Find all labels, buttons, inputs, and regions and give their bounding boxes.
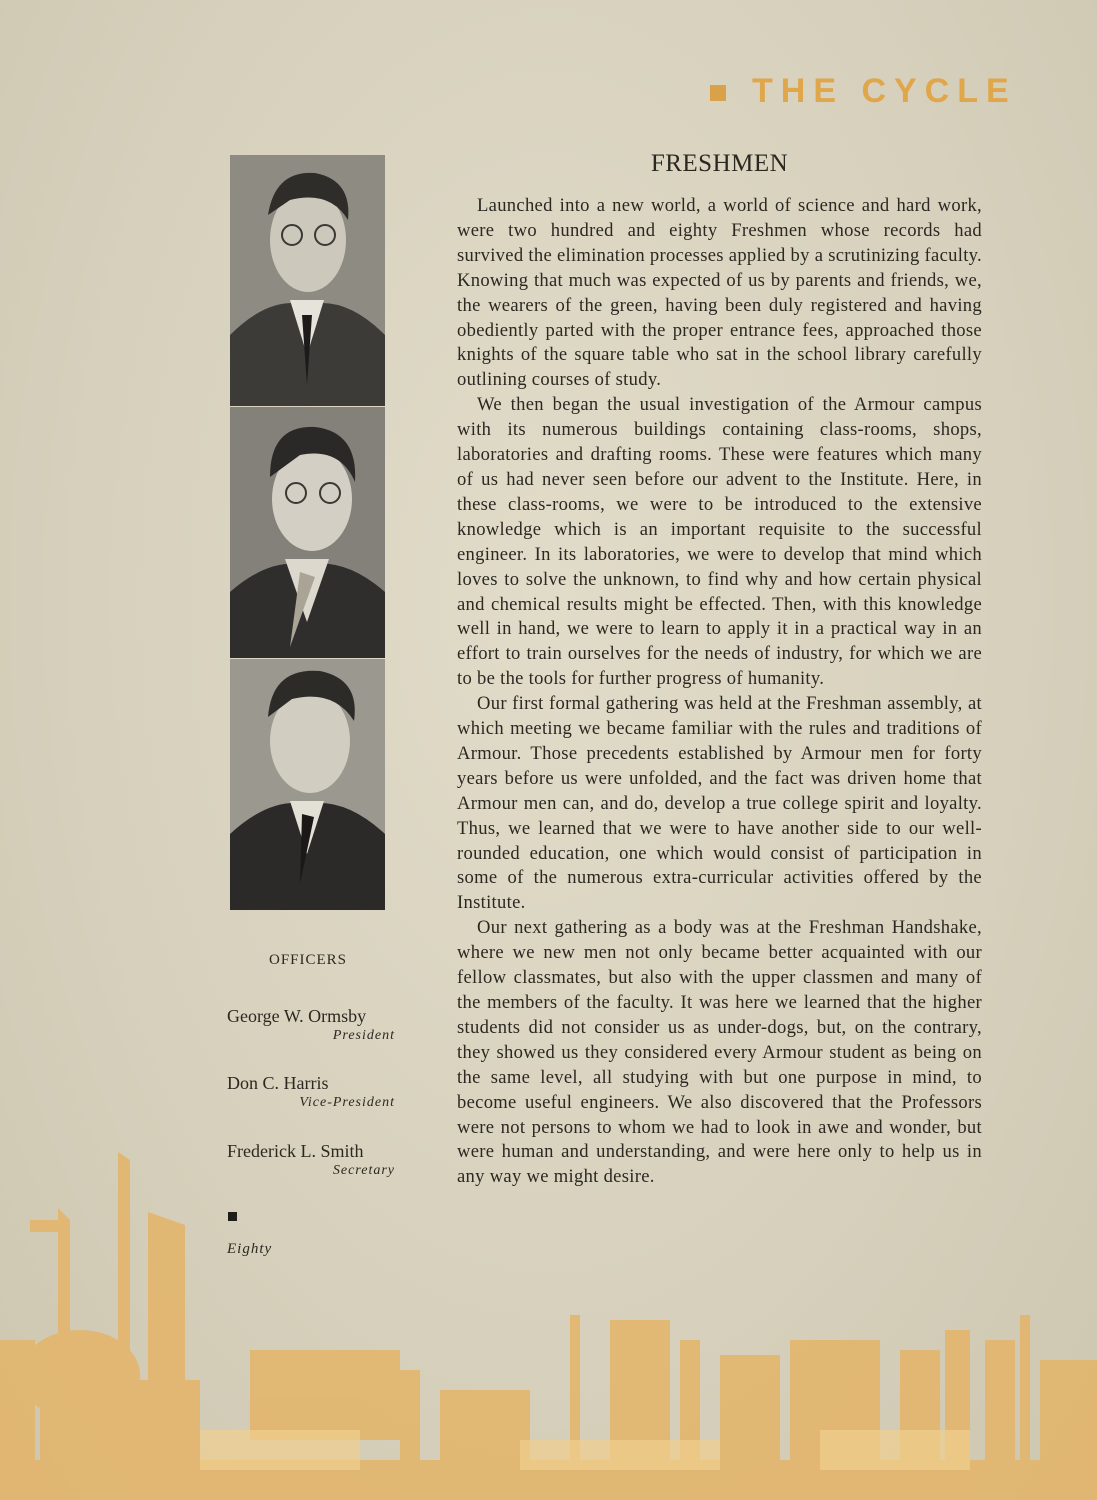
paragraph: Our first formal gathering was held at the Freshman assembly, at which meeting we became familiar with the rules and traditions of Armour. Those precedents established by Armour men for forty years before us were unfolded, and the fact was driven home that Armour men can, and do, develop a true college spirit and loyalty. Thus, we learned that we were to have another side to our well-rounded education, one which would consist of participation in some of the numerous extra-curricular activities offered by the Institute. xyxy=(457,693,982,914)
officers-heading: OFFICERS xyxy=(268,952,348,968)
portrait-photo xyxy=(230,407,385,658)
paragraph: Launched into a new world, a world of science and hard work, were two hundred and eighty Freshmen whose records had survived the elimination processes applied by a scrutinizing faculty. Knowing that much was expected of us by parents and friends, we, the wearers of the green, having been duly registered and having obediently parted with the proper entrance fees, approached those knights of the square table who sat in the school library carefully outlining courses of study. xyxy=(457,195,982,391)
officer-role: President xyxy=(332,1028,395,1043)
officer-entry xyxy=(227,1006,395,1044)
paragraph: Our next gathering as a body was at the Freshman Handshake, where we new men not only became better acquainted with our fellow classmates, but also with the upper classmen and many of the members of the faculty. It was here we learned that the higher students did not consider us as under-dogs, but, on the contrary, they showed us they considered every Armour student as being on the same level, all studying with but one purpose in mind, to become useful engineers. We also discovered that the Professors were not persons to whom we had to look in awe and wonder, but were human and understanding, and were here only to help us in any way we might desire. xyxy=(457,917,982,1188)
officer-role: Secretary xyxy=(332,1163,395,1178)
page-number: Eighty xyxy=(227,1241,273,1257)
paragraph: We then began the usual investigation of the Armour campus with its numerous buildings containing class-rooms, shops, laboratories and drafting rooms. These were features which many of us had never seen before our advent to the Institute. Here, in these class-rooms, we were to be introduced to the extensive knowledge which is an important requisite to the successful engineer. In its laboratories, we were to develop that mind which loves to solve the unknown, to find why and how certain physical and chemical results might be effected. Then, with this knowledge well in hand, we were to learn to apply it in a practical way in an effort to train ourselves for the needs of industry, for which we are to be the tools for further progress of humanity. xyxy=(457,394,982,690)
header-square-icon xyxy=(710,85,726,101)
portrait-photo xyxy=(230,155,385,406)
city-skyline-illustration xyxy=(0,1140,1097,1500)
officer-portraits xyxy=(230,155,386,911)
officer-role: Vice-President xyxy=(299,1095,395,1110)
officer-name: Frederick L. Smith xyxy=(227,1141,364,1161)
running-header: THE CYCLE xyxy=(752,72,1017,110)
officer-name: George W. Ormsby xyxy=(227,1006,367,1026)
officer-entry xyxy=(227,1073,395,1111)
portrait-photo xyxy=(230,659,385,910)
article-body xyxy=(457,194,982,1190)
officer-name: Don C. Harris xyxy=(227,1073,329,1093)
section-title: FRESHMEN xyxy=(650,150,789,177)
